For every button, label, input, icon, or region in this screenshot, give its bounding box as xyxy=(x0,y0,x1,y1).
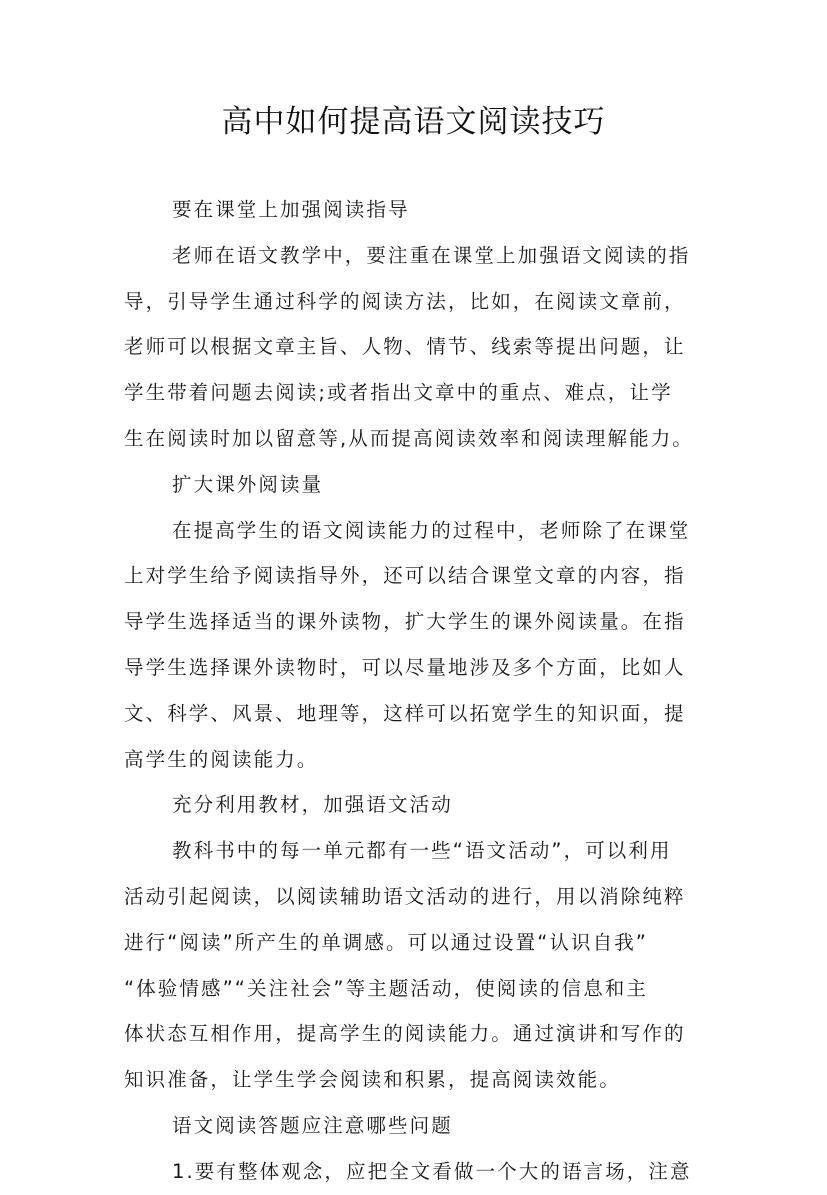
paragraph-line: 学生带着问题去阅读;或者指出文章中的重点、难点，让学 xyxy=(124,381,673,405)
paragraph-line: “体验情感”“关注社会”等主题活动，使阅读的信息和主 xyxy=(124,976,649,1000)
paragraph-line: 文、科学、风景、地理等，这样可以拓宽学生的知识面，提 xyxy=(124,701,686,725)
paragraph-line: 活动引起阅读，以阅读辅助语文活动的进行，用以消除纯粹 xyxy=(124,884,686,908)
paragraph-line: 老师在语文教学中，要注重在课堂上加强语文阅读的指 xyxy=(172,243,691,267)
paragraph-line: 教科书中的每一单元都有一些“语文活动”，可以利用 xyxy=(172,839,672,863)
paragraph-line: 1.要有整体观念，应把全文看做一个大的语言场，注意 xyxy=(172,1159,692,1183)
paragraph-line: 老师可以根据文章主旨、人物、情节、线索等提出问题，让 xyxy=(124,335,686,359)
paragraph-line: 导，引导学生通过科学的阅读方法，比如，在阅读文章前， xyxy=(124,289,686,313)
document-body xyxy=(124,187,714,1195)
section-heading: 语文阅读答题应注意哪些问题 xyxy=(172,1113,453,1137)
paragraph-line: 体状态互相作用，提高学生的阅读能力。通过演讲和写作的 xyxy=(124,1022,686,1046)
paragraph-line: 导学生选择适当的课外读物，扩大学生的课外阅读量。在指 xyxy=(124,610,686,634)
document-title: 高中如何提高语文阅读技巧 xyxy=(221,104,606,140)
paragraph-line: 知识准备，让学生学会阅读和积累，提高阅读效能。 xyxy=(124,1068,621,1092)
section-heading: 充分利用教材，加强语文活动 xyxy=(172,793,453,817)
paragraph-line: 导学生选择课外读物时，可以尽量地涉及多个方面，比如人 xyxy=(124,655,686,679)
section-heading: 扩大课外阅读量 xyxy=(172,472,324,496)
paragraph-line: 生在阅读时加以留意等,从而提高阅读效率和阅读理解能力。 xyxy=(124,426,694,450)
paragraph-line: 进行“阅读”所产生的单调感。可以通过设置“认识自我” xyxy=(124,930,649,954)
paragraph-line: 高学生的阅读能力。 xyxy=(124,747,319,771)
paragraph-line: 上对学生给予阅读指导外，还可以结合课堂文章的内容，指 xyxy=(124,564,686,588)
paragraph-line: 在提高学生的语文阅读能力的过程中，老师除了在课堂 xyxy=(172,518,691,542)
section-heading: 要在课堂上加强阅读指导 xyxy=(172,198,410,221)
